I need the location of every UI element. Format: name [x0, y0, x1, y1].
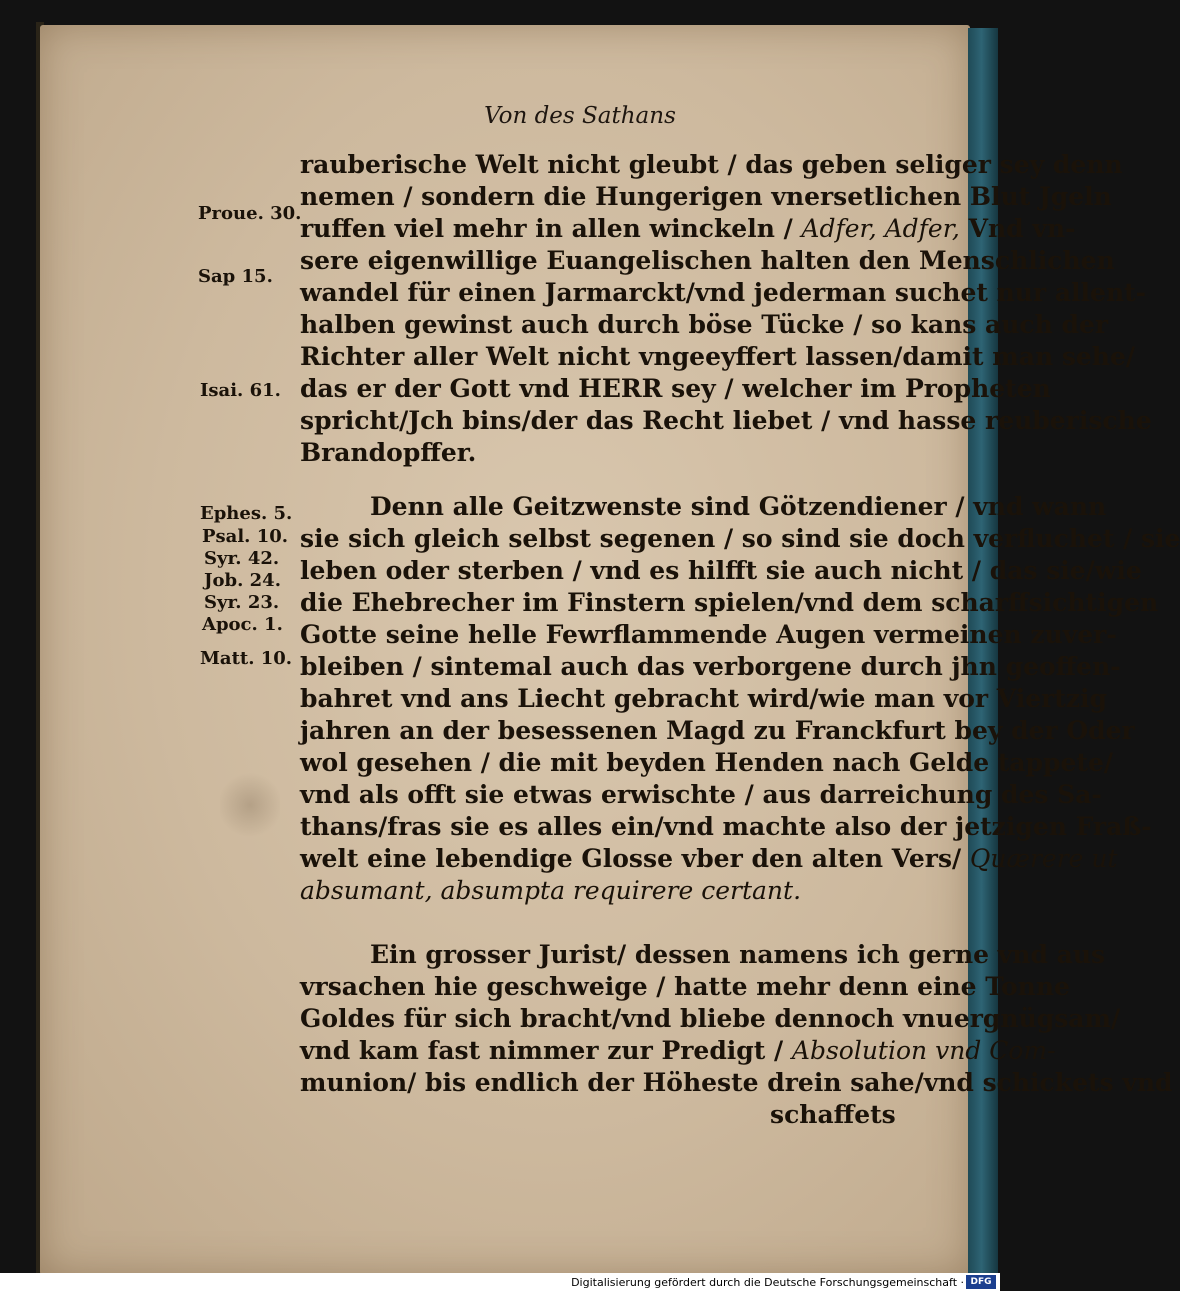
text-line: Denn alle Geitzwenste sind Götzendiener / vnd wann — [370, 492, 1107, 521]
text-line: bleiben / sintemal auch das verborgene durch jhn geoffen- — [300, 652, 1121, 681]
latin-text: Quærere ut — [969, 844, 1118, 873]
latin-text: absumant, absumpta requirere certant. — [300, 876, 802, 905]
text-line: munion/ bis endlich der Höheste drein sahe/vnd schickets vnd — [300, 1068, 1173, 1097]
text-line: vrsachen hie geschweige / hatte mehr denn eine Tonne — [300, 972, 1070, 1001]
margin-note: Sap 15. — [198, 266, 273, 287]
text-line: bahret vnd ans Liecht gebracht wird/wie man vor Viertzig — [300, 684, 1108, 713]
text-line: wol gesehen / die mit beyden Henden nach Gelde tappete/ — [300, 748, 1114, 777]
margin-note: Syr. 23. — [204, 592, 280, 613]
text-segment: welt eine lebendige Glosse vber den alten Vers/ — [300, 844, 962, 873]
text-line: Ein grosser Jurist/ dessen namens ich gerne vnd aus — [370, 940, 1106, 969]
latin-text: Adfer, Adfer, — [801, 214, 960, 243]
text-line: sie sich gleich selbst segenen / so sind sie doch verfluchet / sie — [300, 524, 1180, 553]
text-line: spricht/Jch bins/der das Recht liebet / vnd hasse reuberische — [300, 406, 1152, 435]
margin-note: Proue. 30. — [198, 203, 302, 224]
text-line: Richter aller Welt nicht vngeeyffert lassen/damit man sehe/ — [300, 342, 1136, 371]
margin-note: Job. 24. — [204, 570, 281, 591]
text-line: die Ehebrecher im Finstern spielen/vnd dem scharffsichtigen — [300, 588, 1159, 617]
text-line: wandel für einen Jarmarckt/vnd jederman suchet nur allent- — [300, 278, 1147, 307]
text-line: thans/fras sie es alles ein/vnd machte also der jetzigen Fraß- — [300, 812, 1152, 841]
text-line: vnd als offt sie etwas erwischte / aus darreichung des Sa- — [300, 780, 1102, 809]
catchword: schaffets — [770, 1100, 896, 1129]
dfg-logo: DFG — [966, 1275, 996, 1289]
text-line — [300, 214, 1075, 243]
text-line: Brandopffer. — [300, 438, 477, 467]
text-line: sere eigenwillige Euangelischen halten den Menschlichen — [300, 246, 1115, 275]
running-header: Von des Sathans — [484, 103, 676, 129]
margin-note: Apoc. 1. — [202, 614, 283, 635]
text-segment: vnd kam fast nimmer zur Predigt / — [300, 1036, 784, 1065]
funding-notice: Digitalisierung gefördert durch die Deutsche Forschungsgemeinschaft · — [571, 1276, 964, 1289]
margin-note: Ephes. 5. — [200, 503, 293, 524]
text-line: Gotte seine helle Fewrflammende Augen vermeinen zuver- — [300, 620, 1117, 649]
latin-text: Absolution vnd Com- — [791, 1036, 1056, 1065]
text-line — [300, 1036, 1056, 1065]
text-segment: Vnd vn- — [968, 214, 1076, 243]
paper-stain — [220, 770, 280, 840]
margin-note: Isai. 61. — [200, 380, 281, 401]
margin-note: Syr. 42. — [204, 548, 280, 569]
text-line: rauberische Welt nicht gleubt / das geben seliger sey denn — [300, 150, 1123, 179]
margin-note: Matt. 10. — [200, 648, 293, 669]
text-line — [300, 876, 801, 905]
text-line: leben oder sterben / vnd es hilfft sie auch nicht / das sie/wie — [300, 556, 1142, 585]
text-line: halben gewinst auch durch böse Tücke / so kans auch der — [300, 310, 1109, 339]
margin-note: Psal. 10. — [202, 526, 289, 547]
text-line: Goldes für sich bracht/vnd bliebe dennoch vnuergnügsam/ — [300, 1004, 1121, 1033]
text-line — [300, 844, 1118, 873]
text-line: das er der Gott vnd HERR sey / welcher im Propheten — [300, 374, 1051, 403]
text-line: jahren an der besessenen Magd zu Franckfurt bey der Oder — [300, 716, 1135, 745]
text-segment: ruffen viel mehr in allen winckeln / — [300, 214, 793, 243]
text-line: nemen / sondern die Hungerigen vnersetlichen Blut Jgeln — [300, 182, 1112, 211]
